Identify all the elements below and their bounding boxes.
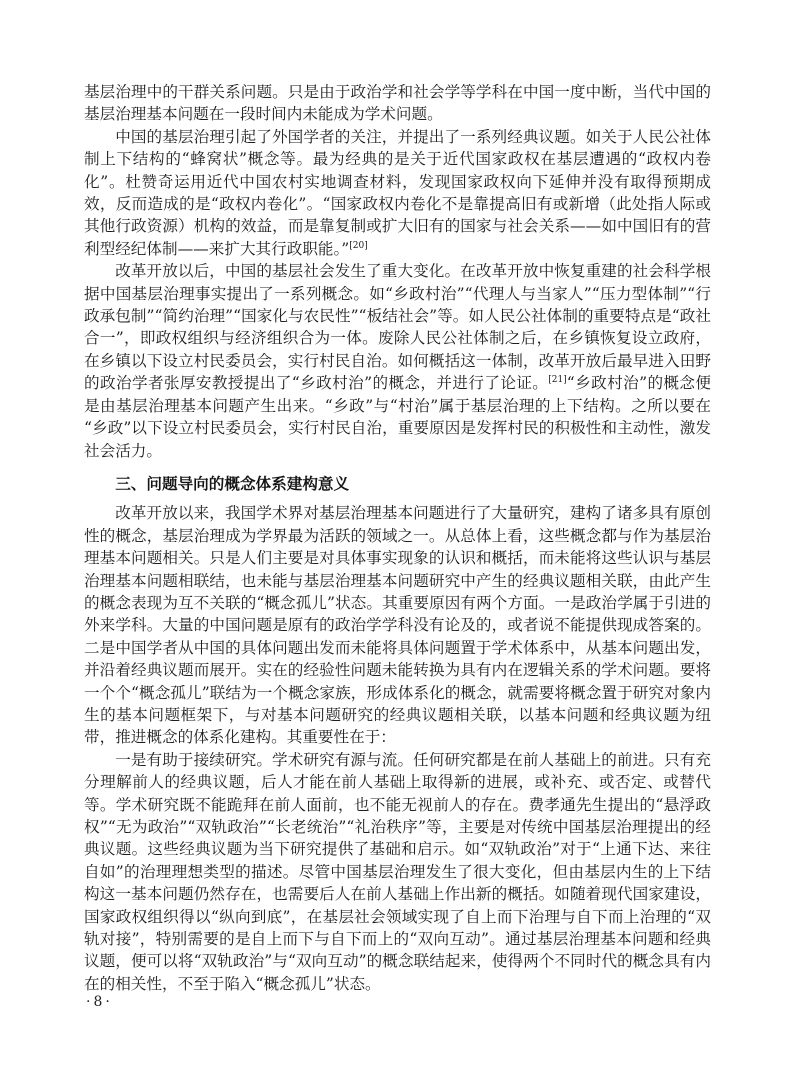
text-run: 中国的基层治理引起了外国学者的关注，并提出了一系列经典议题。如关于人民公社体制上下结构的“蜂窝状”概念等。最为经典的是关于近代国家政权在基层遭遇的“政权内卷化”。杜赞奇运用近代中国农村实地调查材料，发现国家政权向下延伸并没有取得预期成效，反而造成的是“政权内卷化”。“国家政权内卷化不是靠提高旧有或新增（此处指人际或其他行政资源）机构的效益，而是靠复制或扩大旧有的国家与社会关系——如中国旧有的营利型经纪体制——来扩大其行政职能。”	[84, 127, 711, 258]
text-run: 改革开放以来，我国学术界对基层治理基本问题进行了大量研究，建构了诸多具有原创性的概念，基层治理成为学界最为活跃的领域之一。从总体上看，这些概念都与作为基层治理基本问题相关。只是人们主要是对具体事实现象的认识和概括，而未能将这些认识与基层治理基本问题相联结，也未能与基层治理基本问题研究中产生的经典议题相关联，由此产生的概念表现为互不关联的“概念孤儿”状态。其重要原因有两个方面。一是政治学属于引进的外来学科。大量的中国问题是原有的政治学学科没有论及的，或者说不能提供现成答案的。二是中国学者从中国的具体问题出发而未能将具体问题置于学术体系中，从基本问题出发，并沿着经典议题而展开。实在的经验性问题未能转换为具有内在逻辑关系的学术问题。要将一个个“概念孤儿”联结为一个概念家族，形成体系化的概念，就需要将概念置于研究对象内生的基本问题框架下，与对基本问题研究的经典议题相关联，以基本问题和经典议题为纽带，推进概念的体系化建构。其重要性在于：	[84, 504, 711, 747]
article-body	[84, 81, 711, 995]
body-paragraph	[84, 260, 711, 462]
footnote-reference: [21]	[548, 375, 567, 386]
text-run: 一是有助于接续研究。学术研究有源与流。任何研究都是在前人基础上的前进。只有充分理解前人的经典议题，后人才能在前人基础上取得新的进展，或补充、或否定、或替代等。学术研究既不能跪拜在前人面前，也不能无视前人的存在。费孝通先生提出的“悬浮政权”“无为政治”“双轨政治”“长老统治”“礼治秩序”等，主要是对传统中国基层治理提出的经典议题。这些经典议题为当下研究提供了基础和启示。如“双轨政治”对于“上通下达、来往自如”的治理理想类型的描述。尽管中国基层治理发生了很大变化，但由基层内生的上下结构这一基本问题仍然存在，也需要后人在前人基础上作出新的概括。如随着现代国家建设，国家政权组织得以“纵向到底”，在基层社会领域实现了自上而下治理与自下而上治理的“双轨对接”，特别需要的是自上而下与自下而上的“双向互动”。通过基层治理基本问题和经典议题，便可以将“双轨政治”与“双向互动”的概念联结起来，使得两个不同时代的概念具有内在的相关性，不至于陷入“概念孤儿”状态。	[84, 750, 711, 993]
text-run: “乡政村治”的概念便是由基层治理基本问题产生出来。“乡政”与“村治”属于基层治理的上下结构。之所以要在“乡政”以下设立村民委员会，实行村民自治，重要原因是发挥村民的积极性和主动性，激发社会活力。	[84, 374, 711, 460]
text-run: 三、问题导向的概念体系建构意义	[115, 474, 350, 493]
page-number: ·8·	[86, 994, 113, 1010]
body-paragraph	[84, 749, 711, 995]
body-paragraph	[84, 126, 711, 260]
text-run: 改革开放以后，中国的基层社会发生了重大变化。在改革开放中恢复重建的社会科学根据中国基层治理事实提出了一系列概念。如“乡政村治”“代理人与当家人”“压力型体制”“行政承包制”“简约治理”“国家化与农民性”“板结社会”等。如人民公社体制的重要特点是“政社合一”，即政权组织与经济组织合为一体。废除人民公社体制之后，在乡镇恢复设立政府，在乡镇以下设立村民委员会，实行村民自治。如何概括这一体制，改革开放后最早进入田野的政治学者张厚安教授提出了“乡政村治”的概念，并进行了论证。	[84, 262, 711, 393]
body-paragraph	[84, 502, 711, 748]
footnote-reference: [20]	[349, 240, 368, 251]
section-heading	[84, 473, 711, 495]
text-run: 基层治理中的干群关系问题。只是由于政治学和社会学等学科在中国一度中断，当代中国的基层治理基本问题在一段时间内未能成为学术问题。	[84, 83, 711, 124]
body-paragraph	[84, 81, 711, 126]
